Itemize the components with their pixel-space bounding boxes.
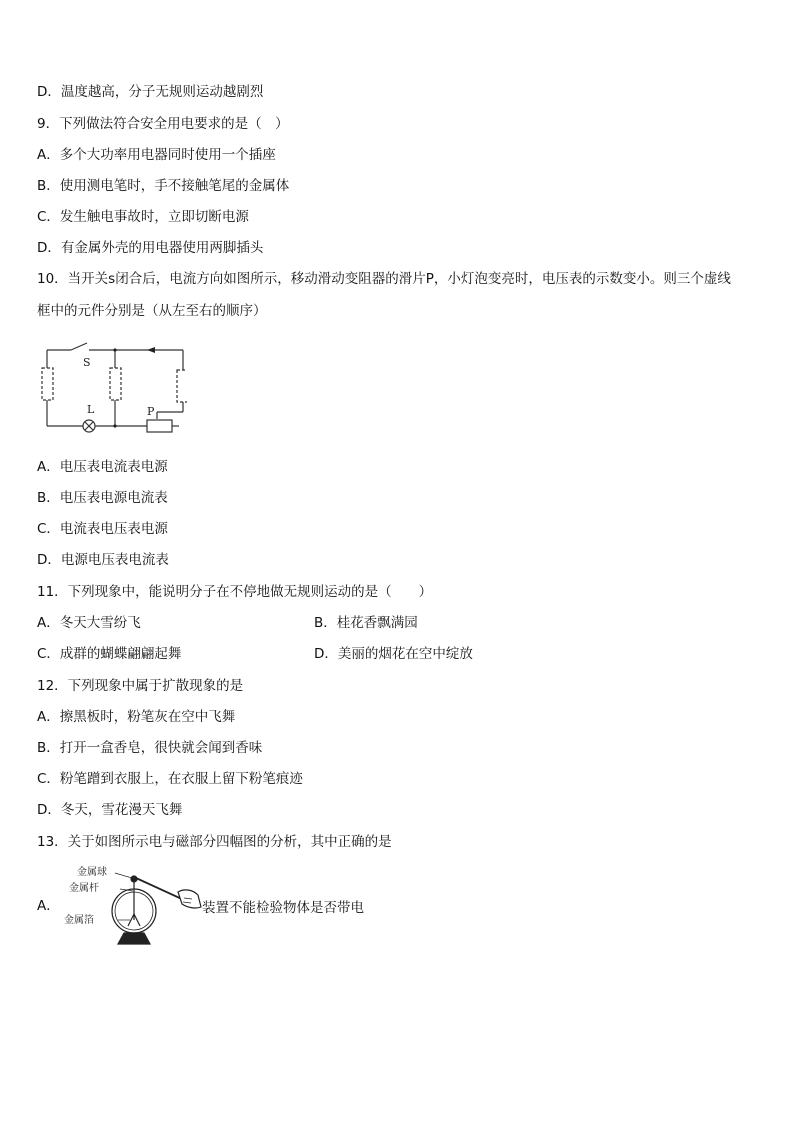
circuit-diagram <box>37 336 187 438</box>
q10-option-b: B．电压表电源电流表 <box>37 490 168 506</box>
q9-option-b: B．使用测电笔时，手不接触笔尾的金属体 <box>37 178 290 194</box>
q11-option-d: D．美丽的烟花在空中绽放 <box>314 646 473 662</box>
q12-option-c: C．粉笔蹭到衣服上，在衣服上留下粉笔痕迹 <box>37 771 303 787</box>
q10-option-d: D．电源电压表电流表 <box>37 552 169 568</box>
q12-option-b: B．打开一盒香皂，很快就会闻到香味 <box>37 740 263 756</box>
metal-rod-label: 金属杆 <box>69 883 99 894</box>
q12-option-d: D．冬天，雪花漫天飞舞 <box>37 802 183 818</box>
lamp-symbol <box>83 420 95 432</box>
q10-option-a: A．电压表电流表电源 <box>37 459 168 475</box>
q13-stem: 13．关于如图所示电与磁部分四幅图的分析，其中正确的是 <box>37 834 392 850</box>
q12-option-a: A．擦黑板时，粉笔灰在空中飞舞 <box>37 709 236 725</box>
switch-label: S <box>83 356 91 369</box>
slider-label: P <box>147 405 155 418</box>
q10-stem-line2: 框中的元件分别是（从左至右的顺序） <box>37 303 267 319</box>
electroscope-figure <box>60 862 203 952</box>
current-arrow <box>147 347 155 353</box>
metal-ball-label: 金属球 <box>77 867 107 878</box>
lamp-label: L <box>87 403 95 416</box>
q10-option-c: C．电流表电压表电源 <box>37 521 168 537</box>
q13-option-a-label: A． <box>37 898 60 914</box>
q9-option-a: A．多个大功率用电器同时使用一个插座 <box>37 147 276 163</box>
q13-option-a-text: 装置不能检验物体是否带电 <box>202 900 364 916</box>
q11-option-b: B．桂花香飘满园 <box>314 615 418 631</box>
q9-option-c: C．发生触电事故时，立即切断电源 <box>37 209 249 225</box>
q11-stem: 11．下列现象中，能说明分子在不停地做无规则运动的是（ ） <box>37 584 433 600</box>
metal-foil-label: 金属箔 <box>64 915 94 926</box>
q10-stem-line1: 10．当开关s闭合后，电流方向如图所示，移动滑动变阻器的滑片P，小灯泡变亮时，电压表的示数变小。则三个虚线 <box>37 271 731 287</box>
q11-option-a: A．冬天大雪纷飞 <box>37 615 141 631</box>
q8-option-d: D．温度越高，分子无规则运动越剧烈 <box>37 84 264 100</box>
q12-stem: 12．下列现象中属于扩散现象的是 <box>37 678 244 694</box>
q9-option-d: D．有金属外壳的用电器使用两脚插头 <box>37 240 264 256</box>
q9-stem: 9．下列做法符合安全用电要求的是（ ） <box>37 116 289 132</box>
q11-option-c: C．成群的蝴蝶翩翩起舞 <box>37 646 182 662</box>
